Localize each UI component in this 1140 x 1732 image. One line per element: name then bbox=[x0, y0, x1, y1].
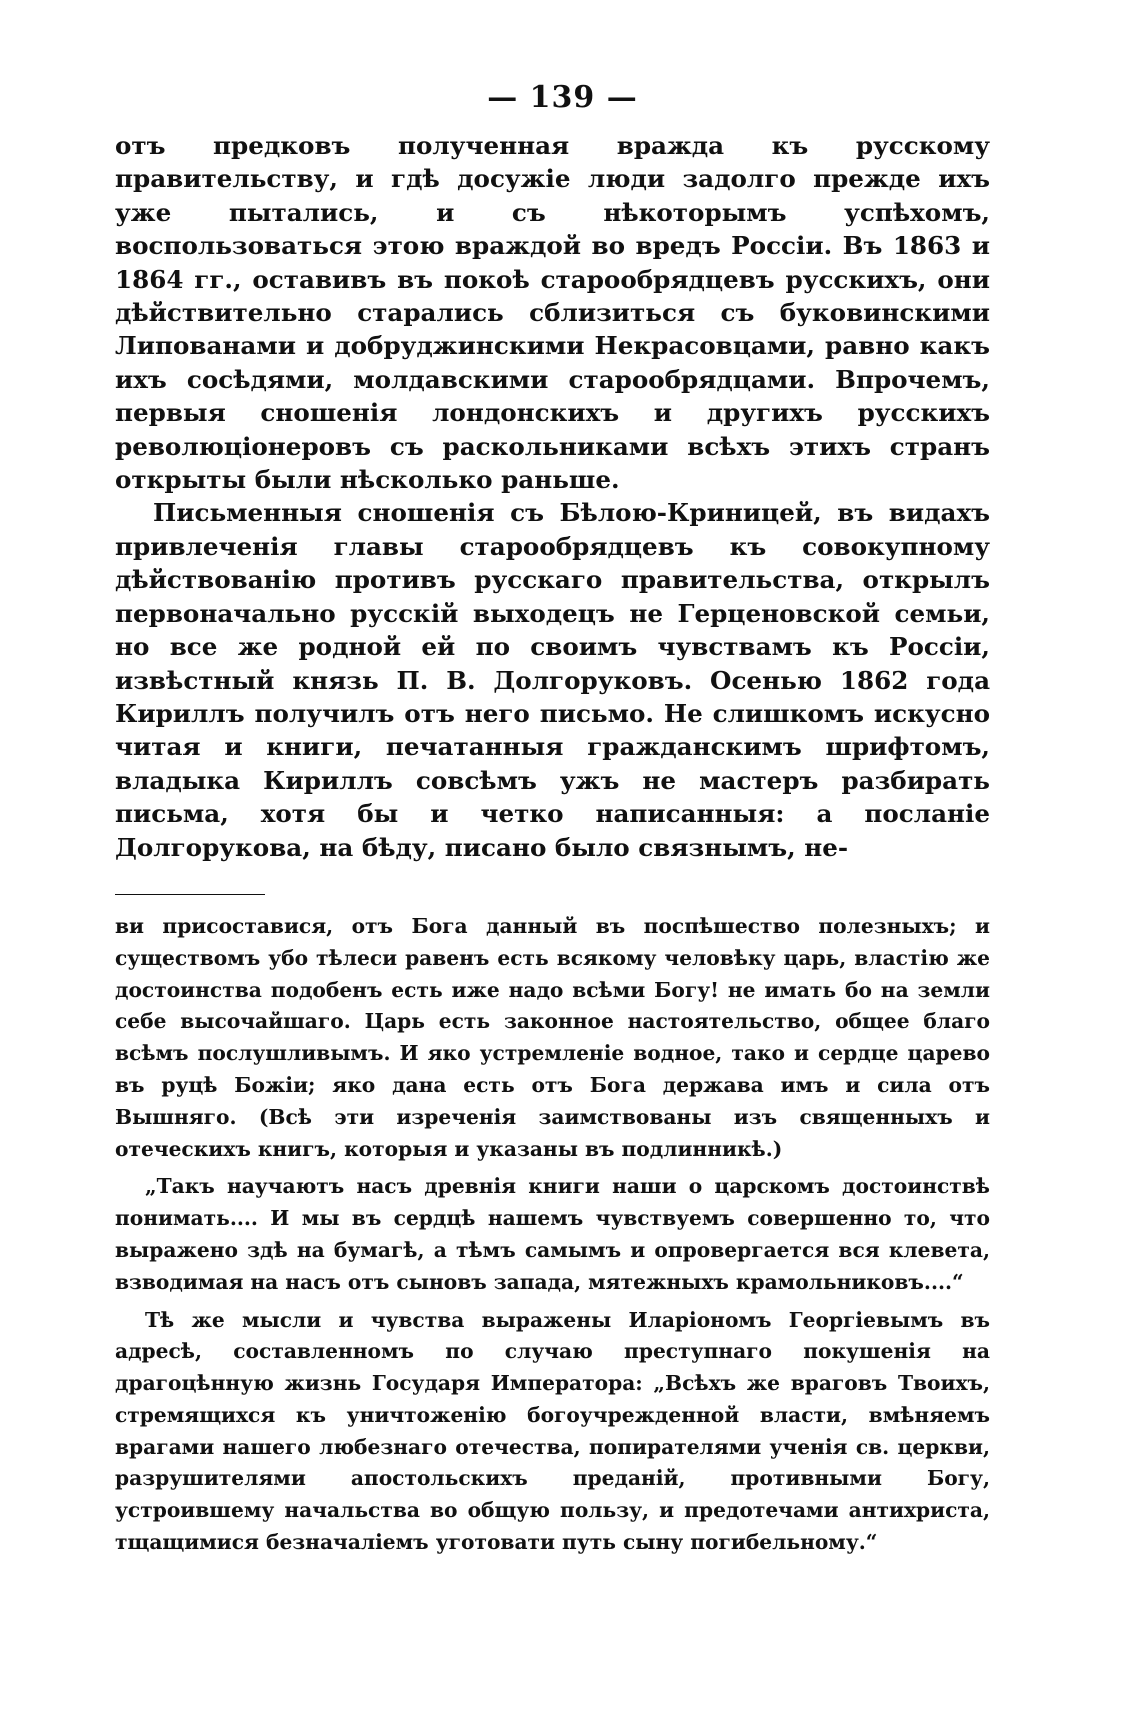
footnote-paragraph: „Такъ научаютъ насъ древнія книги наши о царскомъ достоинствѣ понимать.... И мы въ сердцѣ нашемъ чувствуемъ совершенно то, что выражено здѣ на бумагѣ, а тѣмъ самымъ и опровергается вся клевета, взводимая на насъ отъ сыновъ запада, мятежныхъ крамольниковъ....“ bbox=[115, 1174, 990, 1294]
body-paragraph: Письменныя сношенія съ Бѣлою-Криницей, въ видахъ привлеченія главы старообрядцевъ къ совокупному дѣйствованію противъ русскаго правительства, открылъ первоначально русскій выходецъ не Герценовской семьи, но все же родной ей по своимъ чувствамъ къ Россіи, извѣстный князь П. В. Долгоруковъ. Осенью 1862 года Кириллъ получилъ отъ него письмо. Не слишкомъ искусно читая и книги, печатанныя гражданскимъ шрифтомъ, владыка Кириллъ совсѣмъ ужъ не мастеръ разбирать письма, хотя бы и четко написанныя: а посланіе Долгорукова, на бѣду, писано было связнымъ, не- bbox=[115, 498, 990, 862]
footnote bbox=[115, 911, 990, 1559]
main-text bbox=[115, 129, 990, 864]
footnote-divider bbox=[115, 894, 265, 895]
footnote-paragraph: Тѣ же мысли и чувства выражены Иларіономъ Георгіевымъ въ адресѣ, составленномъ по случаю преступнаго покушенія на драгоцѣнную жизнь Государя Императора: „Всѣхъ же враговъ Твоихъ, стремящихся къ уничтоженію богоучрежденной власти, вмѣняемъ врагами нашего любезнаго отечества, попирателями ученія св. церкви, разрушителями апостольскихъ преданій, противными Богу, устроившему начальства во общую пользу, и предотечами антихриста, тщащимися безначаліемъ уготовати путь сыну погибельному.“ bbox=[115, 1307, 990, 1555]
page-number: — 139 — bbox=[487, 80, 638, 115]
footnote-paragraph: ви присоставися, отъ Бога данный въ поспѣшество полезныхъ; и существомъ убо тѣлеси равенъ есть всякому человѣку царь, властію же достоинства подобенъ есть иже надо всѣми Богу! не имать бо на земли себе высочайшаго. Царь есть законное настоятельство, общее благо всѣмъ послушливымъ. И яко устремленіе водное, тако и сердце царево въ руцѣ Божіи; яко дана есть отъ Бога держава имъ и сила отъ Вышняго. (Всѣ эти изреченія заимствованы изъ священныхъ и отеческихъ книгъ, которыя и указаны въ подлинникѣ.) bbox=[115, 913, 990, 1161]
body-paragraph: отъ предковъ полученная вражда къ русскому правительству, и гдѣ досужіе люди задолго прежде ихъ уже пытались, и съ нѣкоторымъ успѣхомъ, воспользоваться этою враждой во вредъ Россіи. Въ 1863 и 1864 гг., оставивъ въ покоѣ старообрядцевъ русскихъ, они дѣйствительно старались сблизиться съ буковинскими Липованами и добруджинскими Некрасовцами, равно какъ ихъ сосѣдями, молдавскими старообрядцами. Впрочемъ, первыя сношенія лондонскихъ и другихъ русскихъ революціонеровъ съ раскольниками всѣхъ этихъ странъ открыты были нѣсколько раньше. bbox=[115, 131, 990, 495]
book-page bbox=[115, 80, 990, 1559]
